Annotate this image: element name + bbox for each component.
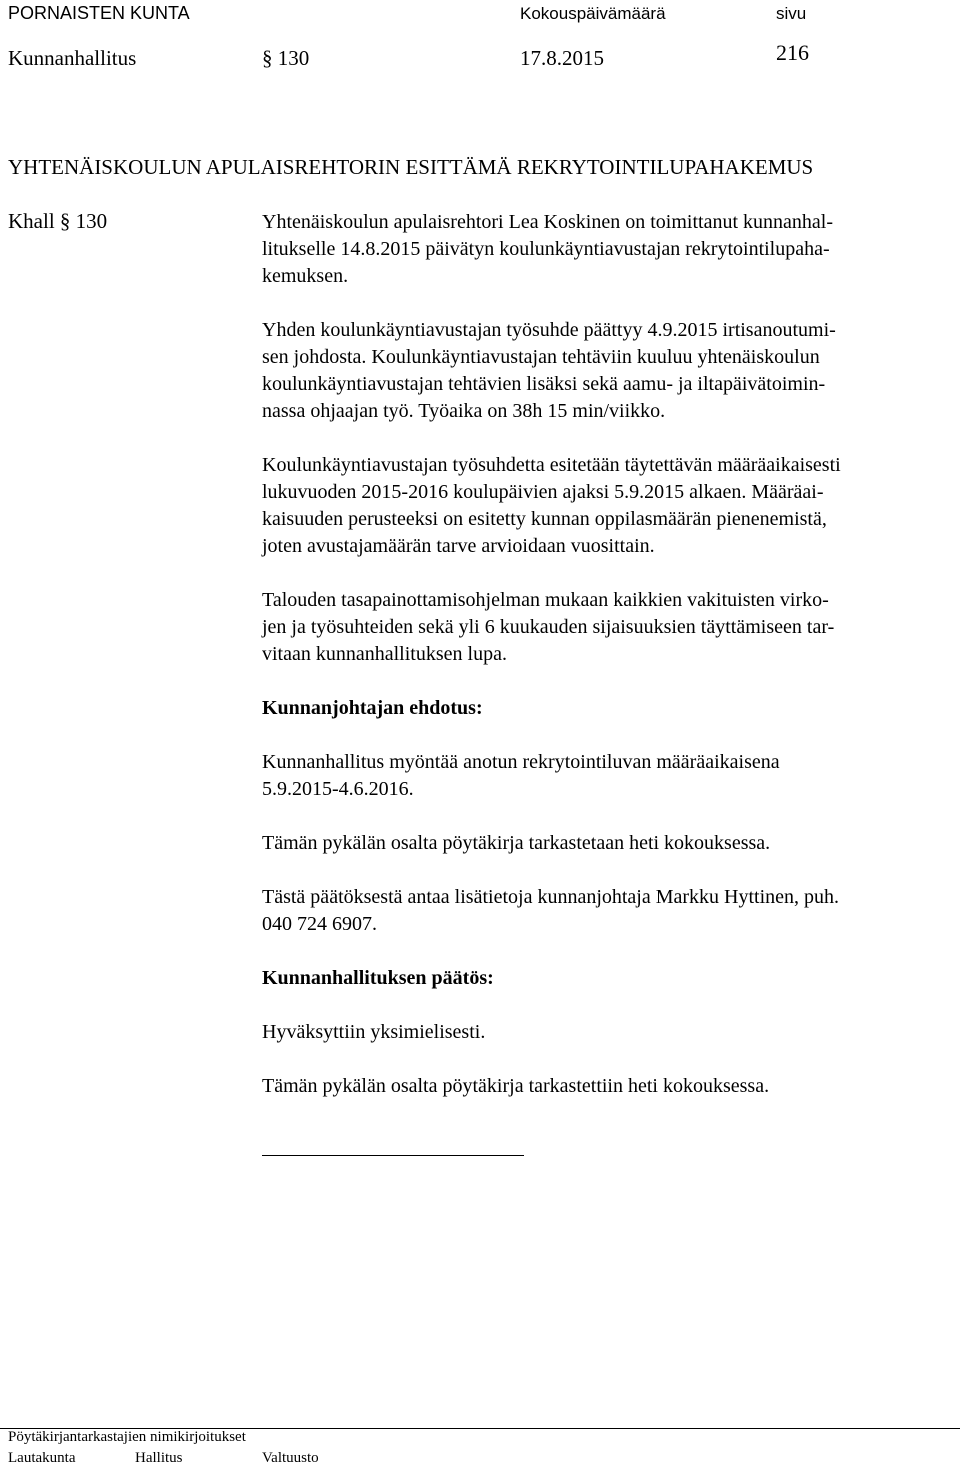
meeting-date-label: Kokouspäivämäärä [520, 4, 666, 23]
decision-heading: Kunnanhallituksen päätös: [262, 967, 494, 989]
text-line: vitaan kunnanhallituksen lupa. [262, 643, 507, 665]
meeting-date: 17.8.2015 [520, 46, 604, 70]
governing-body: Kunnanhallitus [8, 46, 137, 70]
proposal-heading: Kunnanjohtajan ehdotus: [262, 697, 483, 719]
decision-text: Hyväksyttiin yksimielisesti. [262, 1021, 486, 1043]
text-line: jen ja työsuhteiden sekä yli 6 kuukauden sijaisuuksien täyttämiseen tar- [262, 616, 835, 638]
text-line: Yhden koulunkäyntiavustajan työsuhde päättyy 4.9.2015 irtisanoutumi- [262, 319, 836, 341]
paragraph-budget-program [262, 587, 952, 668]
proposal-text [262, 749, 952, 803]
text-line: sen johdosta. Koulunkäyntiavustajan tehtäviin kuuluu yhtenäiskoulun [262, 346, 820, 368]
paragraph-number: § 130 [262, 46, 310, 70]
section-reference: Khall § 130 [8, 209, 108, 233]
text-line: Yhtenäiskoulun apulaisrehtori Lea Koskinen on toimittanut kunnanhal- [262, 211, 833, 233]
page-number: 216 [776, 40, 809, 65]
contact-info [262, 884, 952, 938]
text-line: kemuksen. [262, 265, 349, 287]
text-line: Koulunkäyntiavustajan työsuhdetta esitetään täytettävän määräaikaisesti [262, 454, 841, 476]
footer-column-hallitus: Hallitus [135, 1450, 183, 1466]
text-line: Kunnanhallitus myöntää anotun rekrytointiluvan määräaikaisena [262, 751, 780, 773]
text-line: koulunkäyntiavustajan tehtävien lisäksi sekä aamu- ja iltapäivätoimin- [262, 373, 826, 395]
text-line: Tästä päätöksestä antaa lisätietoja kunnanjohtaja Markku Hyttinen, puh. [262, 886, 840, 908]
decision-check-text: Tämän pykälän osalta pöytäkirja tarkastettiin heti kokouksessa. [262, 1075, 770, 1097]
text-line: Talouden tasapainottamisohjelman mukaan kaikkien vakituisten virko- [262, 589, 829, 611]
paragraph-application [262, 209, 952, 290]
signature-line [262, 1155, 524, 1156]
document-title: YHTENÄISKOULUN APULAISREHTORIN ESITTÄMÄ REKRYTOINTILUPAHAKEMUS [8, 155, 814, 179]
page-label: sivu [776, 4, 807, 23]
footer-column-valtuusto: Valtuusto [262, 1450, 319, 1466]
paragraph-fixed-term [262, 452, 952, 560]
text-line: litukselle 14.8.2015 päivätyn koulunkäyntiavustajan rekrytointilupaha- [262, 238, 830, 260]
footer-column-lautakunta: Lautakunta [8, 1450, 76, 1466]
organization-name: PORNAISTEN KUNTA [8, 3, 190, 23]
text-line: 5.9.2015-4.6.2016. [262, 778, 414, 800]
text-line: nassa ohjaajan työ. Työaika on 38h 15 min/viikko. [262, 400, 666, 422]
footer-signatures-label: Pöytäkirjantarkastajien nimikirjoitukset [8, 1429, 246, 1445]
paragraph-employment-end [262, 317, 952, 425]
text-line: kaisuuden perusteeksi on esitetty kunnan oppilasmäärän pienenemistä, [262, 508, 827, 530]
proposal-check-text: Tämän pykälän osalta pöytäkirja tarkastetaan heti kokouksessa. [262, 832, 771, 854]
text-line: lukuvuoden 2015-2016 koulupäivien ajaksi 5.9.2015 alkaen. Määräai- [262, 481, 824, 503]
text-line: 040 724 6907. [262, 913, 377, 935]
document-body [262, 209, 952, 1100]
text-line: joten avustajamäärän tarve arvioidaan vuosittain. [262, 535, 655, 557]
